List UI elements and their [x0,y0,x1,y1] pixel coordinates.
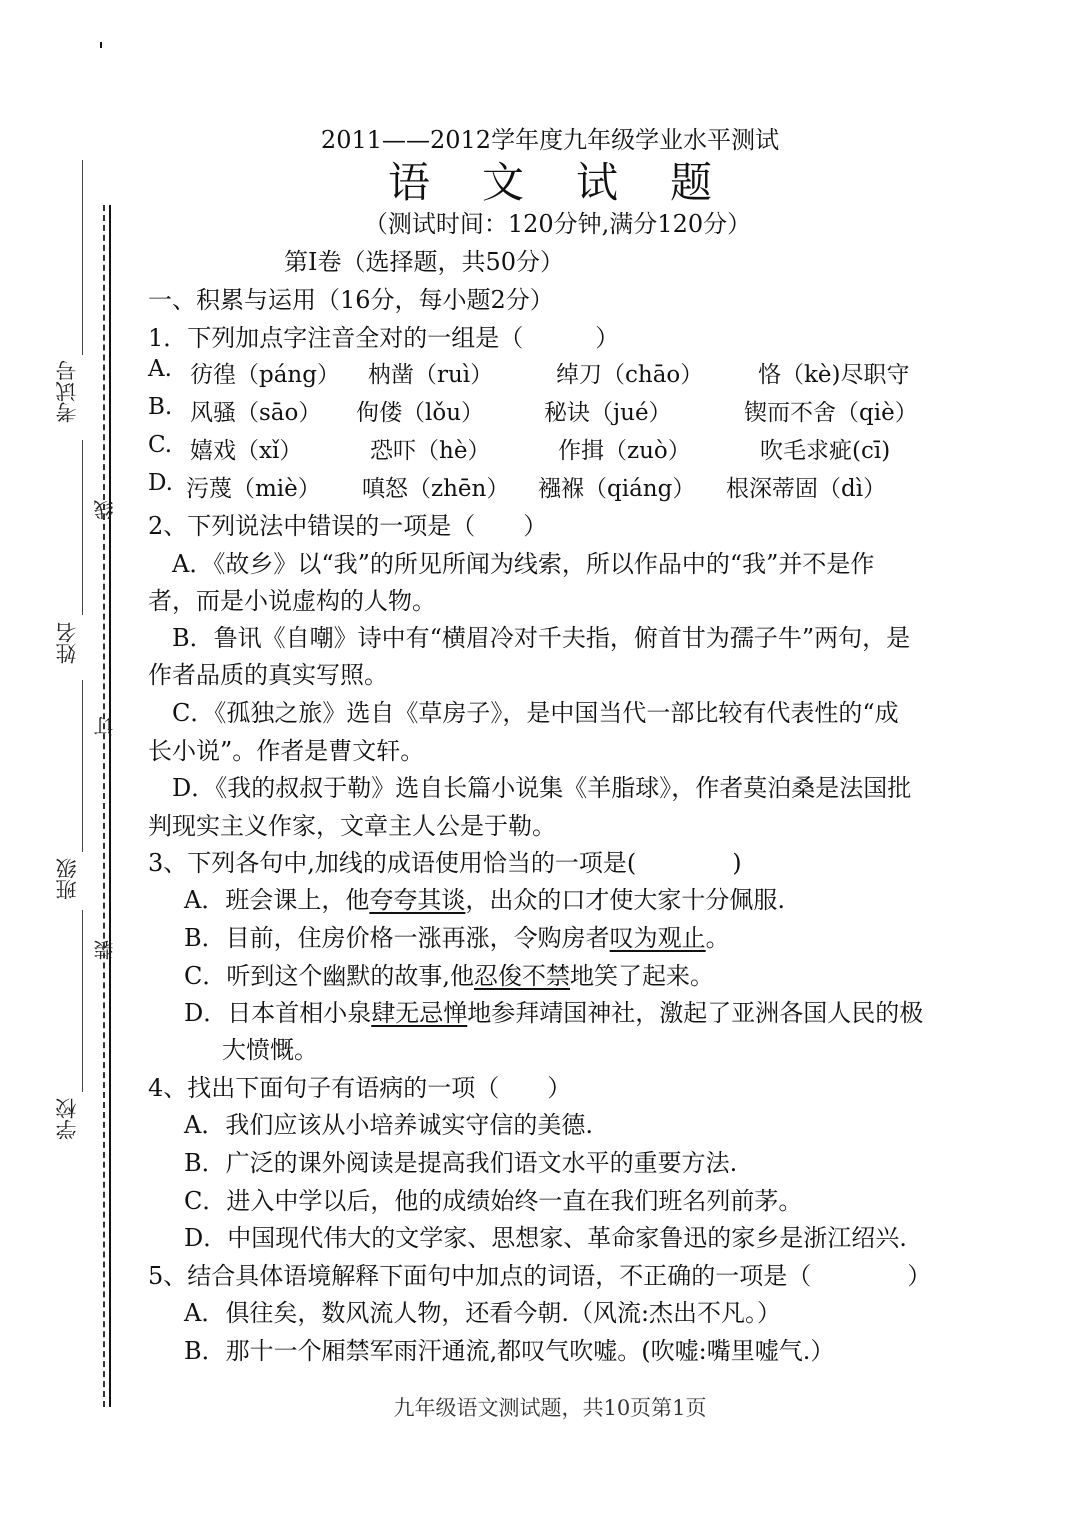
q3-stem: 3、下列各句中,加线的成语使用恰当的一项是( ) [148,849,742,877]
q1-b-3: 秘诀（jué） [544,400,672,426]
q2-option-c-line2: 长小说”。作者是曹文轩。 [148,737,425,765]
page-title: 语文试题 [387,158,764,207]
q5-stem: 5、结合具体语境解释下面句中加点的词语，不正确的一项是（ ） [148,1262,932,1290]
q3-idiom-d: 肆无忌惮 [371,999,468,1027]
q3-option-a: A．班会课上，他夸夸其谈，出众的口才使大家十分佩服. [184,886,785,914]
q1-a-3: 绰刀（chāo） [556,362,704,388]
q4-option-a: A．我们应该从小培养诚实守信的美德. [184,1111,593,1139]
name-blank [82,440,83,615]
q1-a-4: 恪（kè)尽职守 [758,362,910,388]
q2-option-d-line1: D．《我的叔叔于勒》选自长篇小说集《羊脂球》，作者莫泊桑是法国批 [172,774,912,802]
q2-option-b-line1: B．鲁讯《自嘲》诗中有“横眉冷对千夫指，俯首甘为孺子牛”两句，是 [172,624,911,652]
q3-idiom-a: 夸夸其谈 [369,886,466,914]
q1-c-letter: C. [148,432,173,458]
q3-option-b: B．目前，住房价格一涨再涨，令购房者叹为观止。 [184,924,730,952]
binding-char-ding: 订 [93,716,117,736]
q3-option-d: D．日本首相小泉肆无忌惮地参拜靖国神社，激起了亚洲各国人民的极 [184,999,924,1027]
binding-char-zhuang: 装 [93,940,117,960]
q1-d-3: 襁褓（qiáng） [538,476,696,502]
q3-idiom-c: 忍俊不禁 [474,962,570,990]
q4-option-d: D．中国现代伟大的文学家、思想家、革命家鲁迅的家乡是浙江绍兴. [184,1224,907,1252]
q2-option-b-line2: 作者品质的真实写照。 [148,661,388,689]
exam-number-label: 考试号 [55,360,79,423]
exam-year-line: 2011——2012学年度九年级学业水平测试 [320,126,780,154]
q1-c-4: 吹毛求疵(cī) [760,438,891,464]
q1-d-4: 根深蒂固（dì） [726,476,887,502]
q1-d-1: 污蔑（miè） [186,476,321,502]
class-blank [82,680,83,852]
q2-option-a-line2: 者，而是小说虚构的人物。 [148,587,436,615]
q1-b-1: 风骚（sāo） [190,400,322,426]
binding-char-xian: 线 [93,500,117,520]
q1-c-3: 作揖（zuò） [558,438,691,464]
q1-d-letter: D. [148,470,173,496]
q3-option-d-line2: 大愤慨。 [222,1036,318,1064]
q4-stem: 4、找出下面句子有语病的一项（ ） [148,1074,572,1102]
part-heading: 第Ⅰ卷（选择题，共50分） [284,248,565,276]
q2-option-d-line2: 判现实主义作家，文章主人公是于勒。 [148,812,556,840]
binding-dashed-line [103,205,105,1407]
q2-option-a-line1: A．《故乡》以“我”的所见所闻为线索，所以作品中的“我”并不是作 [172,550,875,578]
q1-b-4: 锲而不舍（qiè） [744,400,918,426]
q1-stem: 1．下列加点字注音全对的一组是（ ） [148,324,620,352]
page-footer: 九年级语文测试题，共10页第1页 [393,1396,707,1420]
q1-a-letter: A. [148,356,172,382]
q1-b-2: 佝偻（lǒu） [356,400,485,426]
q1-c-2: 恐吓（hè） [370,438,491,464]
q1-d-2: 嗔怒（zhēn） [362,476,510,502]
q4-option-b: B．广泛的课外阅读是提高我们语文水平的重要方法. [184,1149,738,1177]
q1-c-1: 嬉戏（xǐ） [190,438,303,464]
q4-option-c: C．进入中学以后，他的成绩始终一直在我们班名列前茅。 [184,1187,803,1215]
school-blank [82,910,83,1092]
class-label: 班级 [55,858,79,900]
q3-option-c: C．听到这个幽默的故事,他忍俊不禁地笑了起来。 [184,962,714,990]
name-label: 姓名 [55,622,79,664]
section-heading: 一、积累与运用（16分，每小题2分） [148,286,554,314]
q2-option-c-line1: C．《孤独之旅》选自《草房子》，是中国当代一部比较有代表性的“成 [172,699,899,727]
q5-option-b: B．那十一个厢禁军雨汗通流,都叹气吹嘘。(吹嘘:嘴里嘘气.） [184,1337,835,1365]
q2-stem: 2、下列说法中错误的一项是（ ） [148,512,548,540]
corner-mark [100,42,102,48]
school-label: 学校 [55,1098,79,1140]
binding-solid-line [109,205,111,1407]
exam-time-line: （测试时间：120分钟,满分120分） [363,210,752,238]
q1-a-1: 彷徨（páng） [190,362,340,388]
q3-idiom-b: 叹为观止 [609,924,706,952]
q5-option-a: A．俱往矣，数风流人物，还看今朝.（风流:杰出不凡。） [184,1299,782,1327]
q1-a-2: 枘凿（ruì） [368,362,494,388]
q1-b-letter: B. [148,394,173,420]
